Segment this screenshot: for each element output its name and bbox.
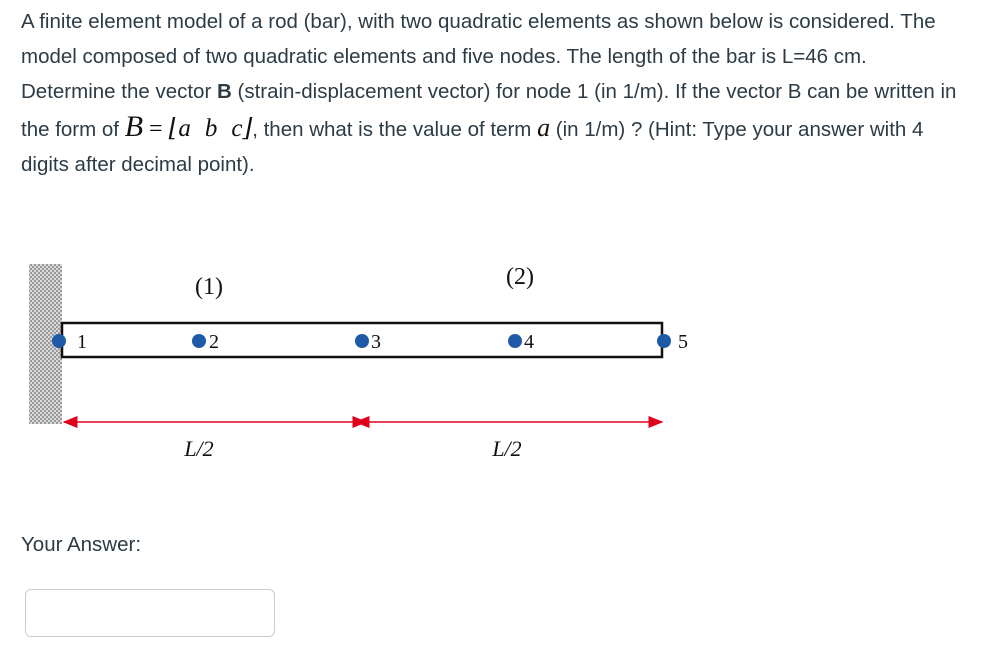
node-2-label: 2	[209, 331, 219, 353]
node-5-label: 5	[678, 331, 688, 353]
node-1-label: 1	[77, 331, 87, 353]
question-hint: (in 1/m) ? (Hint: Type your answer with 4 digits after decimal point).	[21, 118, 924, 176]
question-term-text: , then what is the value of term	[252, 118, 538, 141]
node-4-label: 4	[524, 331, 534, 353]
node-3-label: 3	[371, 331, 381, 353]
vector-term-c: c	[231, 115, 243, 142]
dimension-label-right: L/2	[492, 436, 522, 461]
node-3-marker	[355, 334, 369, 348]
bracket-right-icon: ⌋	[242, 115, 253, 142]
node-1-marker	[52, 334, 66, 348]
vector-term-a: a	[178, 115, 191, 142]
question-text	[21, 4, 966, 182]
bracket-left-icon: ⌊	[168, 115, 179, 142]
vector-b-bold: B	[216, 80, 232, 103]
node-5-marker	[657, 334, 671, 348]
math-row-vector	[169, 115, 253, 142]
node-2-marker	[192, 334, 206, 348]
math-symbol-a: a	[537, 113, 551, 142]
vector-term-b: b	[204, 115, 218, 142]
bar-diagram	[0, 250, 981, 480]
node-4-marker	[508, 334, 522, 348]
element-label-1: (1)	[195, 274, 223, 300]
answer-input[interactable]	[25, 589, 275, 637]
math-equals: =	[149, 116, 163, 142]
question-intro: A finite element model of a rod (bar), with two quadratic elements as shown below is considered. The model composed of two quadratic elements and five nodes. The length of the bar is L=46 cm. Determine the vector	[21, 10, 936, 103]
question-form-text: (strain-displacement vector) for node 1 (in 1/m). If the vector B can be written in the form of	[21, 80, 957, 141]
dimension-label-left: L/2	[184, 436, 214, 461]
answer-label: Your Answer:	[21, 533, 142, 556]
element-label-2: (2)	[506, 264, 534, 290]
math-symbol-b: B	[124, 110, 144, 143]
